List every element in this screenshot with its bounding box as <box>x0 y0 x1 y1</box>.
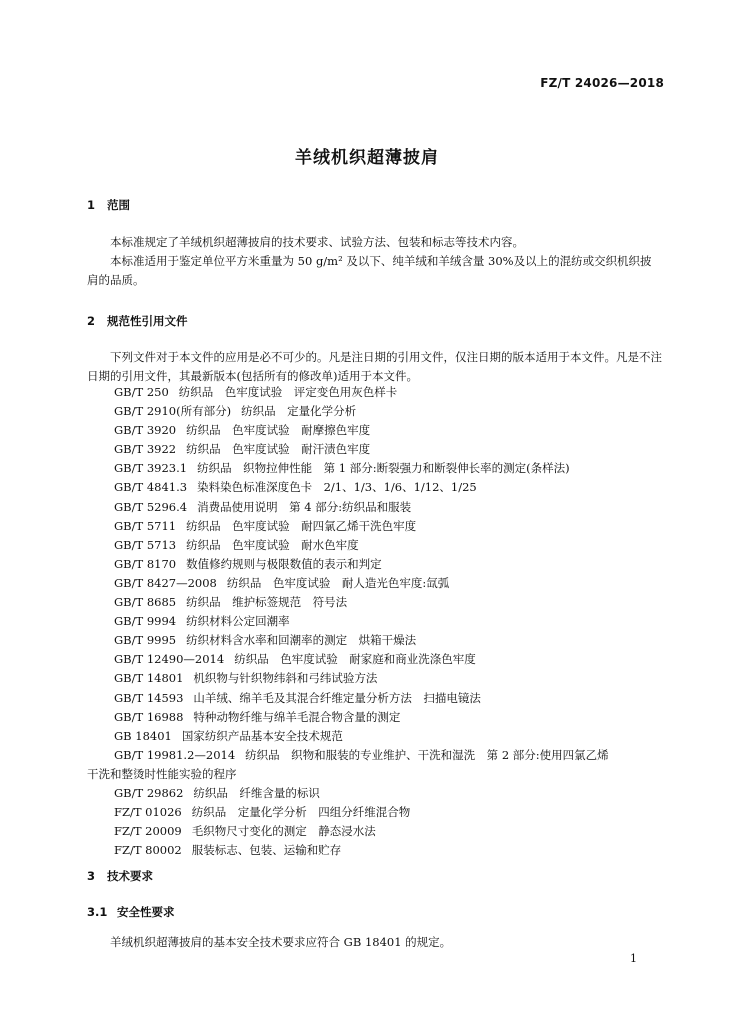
reference-code: GB/T 29862 <box>114 785 184 800</box>
reference-title: 纺织材料含水率和回潮率的测定 烘箱干燥法 <box>186 633 417 648</box>
reference-title: 服装标志、包装、运输和贮存 <box>191 843 342 858</box>
section-number: 1 <box>87 198 96 212</box>
reference-title: 数值修约规则与极限数值的表示和判定 <box>186 556 382 571</box>
reference-title: 染料染色标准深度色卡 2/1、1/3、1/6、1/12、1/25 <box>197 480 477 495</box>
reference-title: 纺织品 色牢度试验 耐家庭和商业洗涤色牢度 <box>234 652 476 667</box>
standard-number: FZ/T 24026—2018 <box>540 76 664 90</box>
reference-item <box>87 784 667 803</box>
reference-title: 纺织材料公定回潮率 <box>186 614 290 629</box>
reference-item <box>87 841 667 860</box>
reference-item <box>87 689 667 708</box>
reference-title: 纺织品 定量化学分析 四组分纤维混合物 <box>191 805 411 820</box>
reference-title: 纺织品 维护标签规范 符号法 <box>186 595 348 610</box>
reference-item <box>87 536 667 555</box>
reference-item <box>87 440 667 459</box>
reference-code: GB/T 8685 <box>114 595 177 610</box>
reference-code: GB/T 8427—2008 <box>114 575 217 590</box>
reference-code: FZ/T 80002 <box>114 843 182 858</box>
reference-list <box>87 383 667 860</box>
reference-item <box>87 383 667 402</box>
reference-code: GB/T 3920 <box>114 423 177 438</box>
reference-code: GB/T 14801 <box>114 671 184 686</box>
reference-code: GB/T 8170 <box>114 556 177 571</box>
reference-code: GB/T 2910(所有部分) <box>114 404 232 419</box>
section-heading-1 <box>87 197 130 213</box>
reference-item <box>87 631 667 650</box>
section-title: 范围 <box>107 198 130 212</box>
section-number: 3.1 <box>87 905 108 919</box>
reference-code: GB/T 3923.1 <box>114 461 188 476</box>
reference-item <box>87 669 667 688</box>
reference-code: GB/T 16988 <box>114 709 184 724</box>
reference-code: GB/T 4841.3 <box>114 480 188 495</box>
reference-code: GB 18401 <box>114 728 172 743</box>
reference-item <box>87 421 667 440</box>
reference-title: 纺织品 织物和服装的专业维护、干洗和湿洗 第 2 部分:使用四氯乙烯 <box>245 747 609 762</box>
reference-item <box>87 727 667 746</box>
reference-title: 纺织品 色牢度试验 耐四氯乙烯干洗色牢度 <box>186 518 417 533</box>
reference-title: 消费品使用说明 第 4 部分:纺织品和服装 <box>197 499 412 514</box>
reference-item <box>87 517 667 536</box>
section-number: 3 <box>87 869 96 883</box>
reference-title: 纺织品 定量化学分析 <box>241 404 357 419</box>
section-title: 技术要求 <box>107 869 153 883</box>
reference-code: GB/T 5296.4 <box>114 499 188 514</box>
section-title: 安全性要求 <box>117 905 175 919</box>
reference-title: 山羊绒、绵羊毛及其混合纤维定量分析方法 扫描电镜法 <box>193 690 481 705</box>
reference-title: 纺织品 纤维含量的标识 <box>193 785 320 800</box>
reference-title: 纺织品 色牢度试验 耐水色牢度 <box>186 537 359 552</box>
section-number: 2 <box>87 314 96 328</box>
scope-paragraph-1: 本标准规定了羊绒机织超薄披肩的技术要求、试验方法、包装和标志等技术内容。 <box>110 235 524 249</box>
reference-code: GB/T 5713 <box>114 537 177 552</box>
reference-code: GB/T 9994 <box>114 614 177 629</box>
reference-item <box>87 612 667 631</box>
reference-code: GB/T 9995 <box>114 633 177 648</box>
section-title: 规范性引用文件 <box>107 314 188 328</box>
reference-title: 毛织物尺寸变化的测定 静态浸水法 <box>191 824 376 839</box>
reference-code: FZ/T 20009 <box>114 824 182 839</box>
reference-item <box>87 822 667 841</box>
reference-code: FZ/T 01026 <box>114 805 182 820</box>
reference-item <box>87 593 667 612</box>
reference-item <box>87 478 667 497</box>
reference-code: GB/T 14593 <box>114 690 184 705</box>
reference-item <box>87 402 667 421</box>
section-heading-2 <box>87 313 188 329</box>
reference-code: GB/T 19981.2—2014 <box>114 747 236 762</box>
section-heading-3 <box>87 868 153 884</box>
scope-paragraph-2: 本标准适用于鉴定单位平方米重量为 50 g/m² 及以下、纯羊绒和羊绒含量 30%及以上的混纺或交织机织披肩的品质。 <box>87 254 652 287</box>
reference-item <box>87 708 667 727</box>
reference-item <box>87 555 667 574</box>
reference-title: 机织物与针织物纬斜和弓纬试验方法 <box>193 671 378 686</box>
reference-title: 国家纺织产品基本安全技术规范 <box>181 728 343 743</box>
normative-references-intro: 下列文件对于本文件的应用是必不可少的。凡是注日期的引用文件，仅注日期的版本适用于本文件。凡是不注日期的引用文件，其最新版本(包括所有的修改单)适用于本文件。 <box>87 350 662 383</box>
reference-item <box>87 746 667 784</box>
reference-item <box>87 650 667 669</box>
safety-requirement-paragraph: 羊绒机织超薄披肩的基本安全技术要求应符合 GB 18401 的规定。 <box>110 935 452 949</box>
reference-title-continuation: 干洗和整烫时性能实验的程序 <box>87 766 237 781</box>
reference-title: 纺织品 色牢度试验 耐汗渍色牢度 <box>186 442 371 457</box>
reference-code: GB/T 12490—2014 <box>114 652 225 667</box>
reference-item <box>87 459 667 478</box>
reference-item <box>87 803 667 822</box>
reference-item <box>87 574 667 593</box>
reference-title: 纺织品 色牢度试验 耐人造光色牢度:氙弧 <box>226 575 450 590</box>
page-number: 1 <box>630 952 637 965</box>
reference-title: 纺织品 色牢度试验 评定变色用灰色样卡 <box>178 385 398 399</box>
reference-item <box>87 498 667 517</box>
reference-code: GB/T 250 <box>114 385 169 399</box>
reference-code: GB/T 3922 <box>114 442 177 457</box>
reference-title: 特种动物纤维与绵羊毛混合物含量的测定 <box>193 709 401 724</box>
reference-title: 纺织品 织物拉伸性能 第 1 部分:断裂强力和断裂伸长率的测定(条样法) <box>197 461 570 476</box>
document-title: 羊绒机织超薄披肩 <box>295 148 439 168</box>
reference-code: GB/T 5711 <box>114 518 177 533</box>
reference-title: 纺织品 色牢度试验 耐摩擦色牢度 <box>186 423 371 438</box>
section-heading-3-1 <box>87 904 175 920</box>
